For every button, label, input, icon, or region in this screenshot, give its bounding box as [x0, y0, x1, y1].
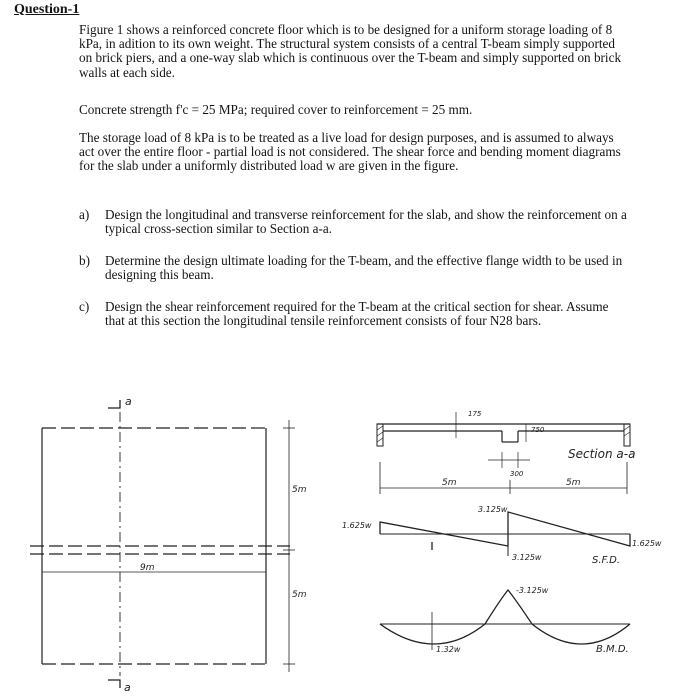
plan-dim-width: 9m: [140, 563, 155, 573]
bmd-support-value: -3.125w: [516, 586, 549, 595]
sfd-label: S.F.D.: [592, 555, 621, 566]
floor-plan: [30, 400, 295, 688]
intro-paragraph: Figure 1 shows a reinforced concrete floor which is to be designed for a uniform storage loading of 8 kPa, in adition to its own weight. The structural system consists of a central T-beam simply supported on brick piers, and a one-way slab which is continuous over the T-beam and simply supported on brick walls at each side.: [79, 22, 622, 80]
section-title: Section a-a: [568, 447, 636, 461]
section-mark-top: a: [125, 395, 132, 408]
bending-moment-diagram: [380, 590, 630, 650]
web-depth: 750: [531, 426, 545, 434]
web-width: 300: [510, 470, 524, 478]
plan-dim-bottom: 5m: [292, 590, 307, 600]
sfd-left-value: 1.625w: [342, 521, 372, 530]
question-a-label: a): [79, 207, 90, 222]
question-b-text: Determine the design ultimate loading for the T-beam, and the effective flange width to be used in designing this beam.: [105, 253, 623, 283]
question-c-text: Design the shear reinforcement required for the T-beam at the critical section for shear. Assume that at this section the longitudinal tensile reinforcement consists of four N28 bars.: [105, 299, 609, 329]
span-left-dim: 5m: [442, 478, 457, 488]
storage-load-paragraph: The storage load of 8 kPa is to be treated as a live load for design purposes, and is assumed to always act over the entire floor - partial load is not considered. The shear force and bending moment diagrams for the slab under a uniformly distributed load w are given in the figure.: [79, 130, 621, 174]
bmd-label: B.M.D.: [596, 644, 629, 655]
span-right-dim: 5m: [566, 478, 581, 488]
flange-thickness: 175: [468, 410, 482, 418]
concrete-strength-line: Concrete strength f'c = 25 MPa; required cover to reinforcement = 25 mm.: [79, 102, 473, 117]
question-a-text: Design the longitudinal and transverse reinforcement for the slab, and show the reinforcement on a typical cross-section similar to Section a-a.: [105, 207, 627, 237]
question-b-label: b): [79, 253, 90, 268]
plan-dim-top: 5m: [292, 485, 307, 495]
shear-force-diagram: [380, 512, 630, 556]
question-c-label: c): [79, 299, 90, 314]
sfd-peak-right: 3.125w: [512, 553, 542, 562]
sfd-right-value: 1.625w: [632, 539, 662, 548]
section-mark-bottom: a: [124, 681, 131, 694]
sfd-peak-left: 3.125w: [478, 505, 508, 514]
question-heading: Question-1: [14, 2, 80, 17]
bmd-span-value: 1.32w: [436, 645, 461, 654]
